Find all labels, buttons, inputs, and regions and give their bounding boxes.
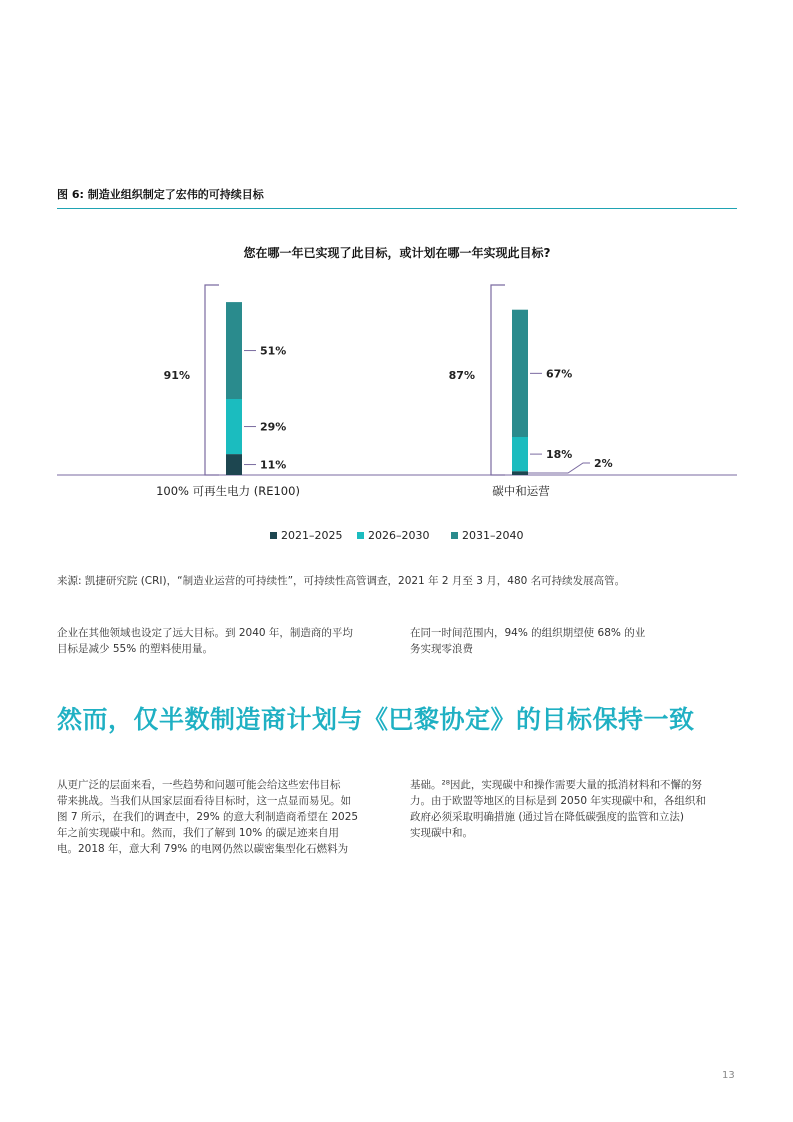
data-label: 29% xyxy=(260,420,287,434)
text-line: 电。2018 年，意大利 79% 的电网仍然以碳密集型化石燃料为 xyxy=(57,843,349,855)
data-label: 51% xyxy=(260,344,287,358)
text-line: 基础。²⁸因此，实现碳中和操作需要大量的抵消材料和不懈的努 xyxy=(410,779,702,791)
section-heading: 然而，仅半数制造商计划与《巴黎协定》的目标保持一致 xyxy=(57,705,695,734)
total-label: 87% xyxy=(448,369,475,382)
legend-label: 2031–2040 xyxy=(462,529,524,542)
text-line: 务实现零浪费 xyxy=(410,643,473,655)
data-label: 11% xyxy=(260,458,287,472)
paragraph-left-1 xyxy=(57,625,387,657)
figure-title: 图 6: 制造业组织制定了宏伟的可持续目标 xyxy=(57,188,264,201)
legend-label: 2026–2030 xyxy=(368,529,430,542)
paragraph-left-2 xyxy=(57,777,387,857)
legend-swatch xyxy=(451,532,458,539)
chart-title: 您在哪一年已实现了此目标，或计划在哪一年实现此目标? xyxy=(243,246,551,260)
category-label: 碳中和运营 xyxy=(492,484,550,498)
bar-segment xyxy=(512,471,528,475)
text-line: 图 7 所示，在我们的调查中，29% 的意大利制造商希望在 2025 xyxy=(57,811,359,823)
page-number: 13 xyxy=(722,1070,735,1081)
data-label: 67% xyxy=(546,367,573,381)
legend-swatch xyxy=(357,532,364,539)
legend-swatch xyxy=(270,532,277,539)
text-line: 力。由于欧盟等地区的目标是到 2050 年实现碳中和，各组织和 xyxy=(410,795,706,807)
source-note: 来源: 凯捷研究院 (CRI)，“制造业运营的可持续性”，可持续性高管调查，2021 年 2 月至 3 月，480 名可持续发展高管。 xyxy=(57,575,626,587)
text-line: 企业在其他领域也设定了远大目标。到 2040 年，制造商的平均 xyxy=(57,627,353,639)
data-label: 18% xyxy=(546,448,573,462)
bracket xyxy=(205,285,219,475)
paragraph-right-2 xyxy=(410,777,740,841)
bar-segment xyxy=(226,302,242,399)
text-line: 在同一时间范围内，94% 的组织期望使 68% 的业 xyxy=(410,627,646,639)
text-line: 年之前实现碳中和。然而，我们了解到 10% 的碳足迹来自用 xyxy=(57,827,340,839)
leader-line xyxy=(528,463,590,473)
bar-segment xyxy=(512,437,528,471)
total-label: 91% xyxy=(163,369,190,382)
paragraph-right-1 xyxy=(410,625,740,657)
category-label: 100% 可再生电力 (RE100) xyxy=(156,484,300,498)
text-line: 从更广泛的层面来看，一些趋势和问题可能会给这些宏伟目标 xyxy=(57,779,341,791)
bar-segment xyxy=(512,310,528,437)
data-label: 2% xyxy=(594,457,613,470)
text-line: 带来挑战。当我们从国家层面看待目标时，这一点显而易见。如 xyxy=(57,795,351,807)
bar-segment xyxy=(226,399,242,454)
bar-segment xyxy=(226,454,242,475)
legend-label: 2021–2025 xyxy=(281,529,343,542)
stacked-bar-chart xyxy=(0,0,793,560)
text-line: 政府必须采取明确措施 (通过旨在降低碳强度的监管和立法) xyxy=(410,811,685,823)
text-line: 目标是减少 55% 的塑料使用量。 xyxy=(57,643,214,655)
text-line: 实现碳中和。 xyxy=(410,827,473,839)
bracket xyxy=(491,285,505,475)
